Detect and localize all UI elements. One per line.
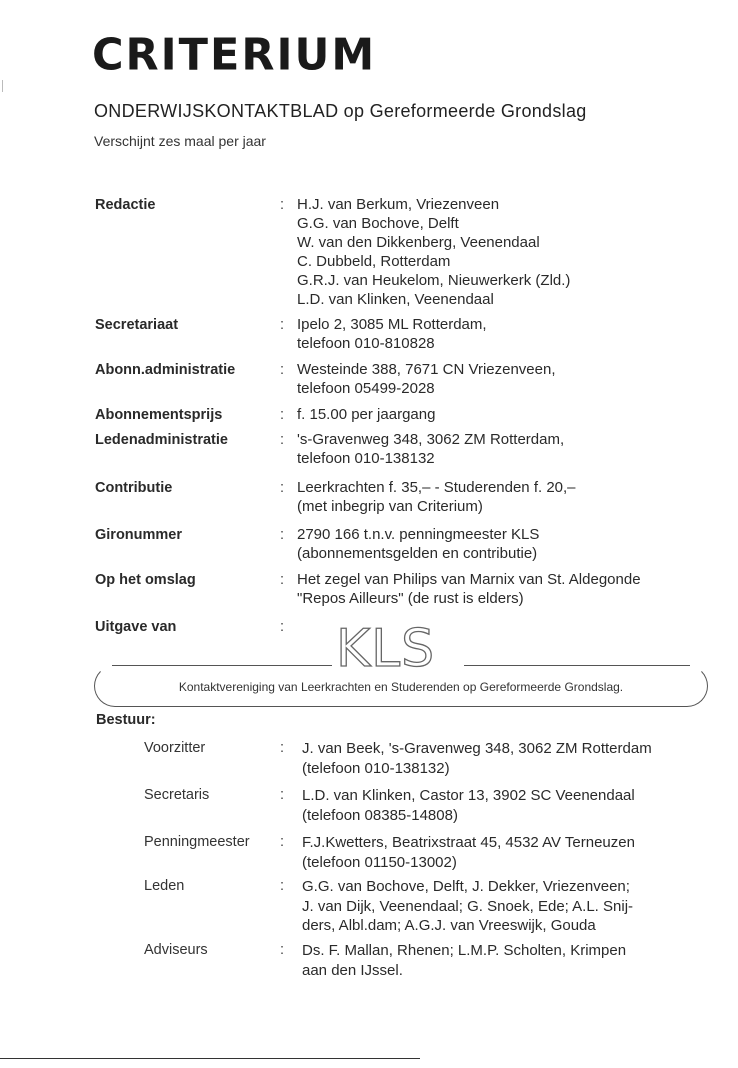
board-row: [144, 739, 724, 778]
colophon-value-line: (met inbegrip van Criterium): [297, 498, 483, 515]
board-detail-line: (telefoon 010-138132): [302, 759, 450, 777]
colophon-value-line: (abonnementsgelden en contributie): [297, 545, 538, 562]
colon-separator: :: [280, 432, 285, 448]
colophon-value-line: telefoon 010-138132: [297, 450, 435, 467]
colophon-value: [297, 195, 715, 309]
colophon-value-line: L.D. van Klinken, Veenendaal: [297, 291, 494, 308]
board-role: Penningmeester: [144, 834, 250, 850]
colon-separator: :: [280, 197, 285, 213]
bottom-rule: [0, 1058, 420, 1059]
board-heading: Bestuur:: [96, 712, 156, 728]
colon-separator: :: [280, 317, 285, 333]
colophon-value-line: Westeinde 388, 7671 CN Vriezenveen,: [297, 361, 556, 378]
board-row: [144, 877, 724, 936]
board-detail-line: Ds. F. Mallan, Rhenen; L.M.P. Scholten, Krimpen: [302, 942, 627, 959]
board-role: Leden: [144, 878, 185, 894]
colophon-row: [95, 525, 715, 563]
colophon-label: Secretariaat: [95, 317, 179, 333]
colophon-row: [95, 360, 715, 398]
colophon-label: Uitgave van: [95, 619, 177, 635]
colophon-value-line: Het zegel van Philips van Marnix van St. Aldegonde: [297, 571, 641, 588]
colon-separator: :: [280, 407, 285, 423]
colophon-row: [95, 195, 715, 309]
colophon-value: [297, 405, 715, 424]
colophon-label: Ledenadministratie: [95, 432, 228, 448]
board-role: Adviseurs: [144, 942, 208, 958]
colophon-label: Op het omslag: [95, 572, 196, 588]
board-detail-line: ders, Albl.dam; A.G.J. van Vreeswijk, Gouda: [302, 917, 596, 934]
board-member-details: [302, 941, 724, 980]
board-row: [144, 941, 724, 980]
colophon-row: [95, 570, 715, 608]
colophon-value-line: telefoon 010-810828: [297, 335, 435, 352]
colophon-value: [297, 360, 715, 398]
colophon-value-line: 's-Gravenweg 348, 3062 ZM Rotterdam,: [297, 431, 565, 448]
colophon-value-line: G.R.J. van Heukelom, Nieuwerkerk (Zld.): [297, 272, 571, 289]
colophon-value: [297, 430, 715, 468]
publication-frequency: Verschijnt zes maal per jaar: [94, 133, 266, 149]
board-row: [144, 786, 724, 825]
board-role: Voorzitter: [144, 740, 206, 756]
banner-line-right: [464, 665, 690, 666]
board-detail-line: (telefoon 08385-14808): [302, 806, 458, 824]
colophon-label: Abonn.administratie: [95, 362, 236, 378]
colophon-value-line: W. van den Dikkenberg, Veenendaal: [297, 234, 540, 251]
colon-separator: :: [280, 527, 285, 543]
colophon-value-line: Ipelo 2, 3085 ML Rotterdam,: [297, 316, 487, 333]
colophon-value-line: 2790 166 t.n.v. penningmeester KLS: [297, 526, 540, 543]
colophon-value-line: f. 15.00 per jaargang: [297, 406, 436, 423]
board-detail-line: J. van Beek, 's-Gravenweg 348, 3062 ZM Rotterdam: [302, 740, 652, 757]
kls-logo-text: KLS: [336, 620, 436, 672]
colophon-value-line: Leerkrachten f. 35,– - Studerenden f. 20,–: [297, 479, 576, 496]
masthead-title: CRITERIUM: [92, 29, 377, 81]
colon-separator: :: [280, 362, 285, 378]
scan-edge-mark: [2, 80, 3, 92]
colophon-row: [95, 405, 715, 425]
colophon-row: [95, 430, 715, 468]
colophon-value-line: G.G. van Bochove, Delft: [297, 215, 459, 232]
colophon-row: [95, 478, 715, 516]
colophon-value-line: "Repos Ailleurs" (de rust is elders): [297, 590, 524, 607]
colon-separator: :: [280, 878, 285, 894]
colophon-value-line: telefoon 05499-2028: [297, 380, 435, 397]
colophon-label: Gironummer: [95, 527, 183, 543]
board-member-details: [302, 786, 724, 825]
colophon-label: Abonnementsprijs: [95, 407, 223, 423]
board-member-details: [302, 877, 724, 936]
colophon-value: [297, 315, 715, 353]
colon-separator: :: [280, 480, 285, 496]
board-detail-line: F.J.Kwetters, Beatrixstraat 45, 4532 AV Terneuzen: [302, 834, 635, 851]
board-row: [144, 833, 724, 872]
colophon-label: Contributie: [95, 480, 173, 496]
colon-separator: :: [280, 942, 285, 958]
colon-separator: :: [280, 834, 285, 850]
board-role: Secretaris: [144, 787, 210, 803]
colon-separator: :: [280, 787, 285, 803]
board-detail-line: G.G. van Bochove, Delft, J. Dekker, Vriezenveen;: [302, 878, 630, 895]
board-detail-line: L.D. van Klinken, Castor 13, 3902 SC Veenendaal: [302, 787, 635, 804]
colophon-label: Redactie: [95, 197, 156, 213]
subtitle: ONDERWIJSKONTAKTBLAD op Gereformeerde Grondslag: [94, 101, 587, 121]
colophon-row: [95, 315, 715, 353]
board-detail-line: (telefoon 01150-13002): [302, 853, 457, 871]
colophon-value-line: H.J. van Berkum, Vriezenveen: [297, 196, 500, 213]
banner-line-left: [112, 665, 332, 666]
board-detail-line: J. van Dijk, Veenendaal; G. Snoek, Ede; A.L. Snij-: [302, 897, 634, 915]
colon-separator: :: [280, 619, 285, 635]
colophon-value: [297, 478, 715, 516]
colon-separator: :: [280, 572, 285, 588]
colon-separator: :: [280, 740, 285, 756]
colophon-value: [297, 570, 715, 608]
board-member-details: [302, 833, 724, 872]
colophon-value-line: C. Dubbeld, Rotterdam: [297, 253, 451, 270]
colophon-value: [297, 525, 715, 563]
board-member-details: [302, 739, 724, 778]
board-detail-line: aan den IJssel.: [302, 961, 403, 979]
association-name: Kontaktvereniging van Leerkrachten en Studerenden op Gereformeerde Grondslag.: [178, 680, 624, 694]
